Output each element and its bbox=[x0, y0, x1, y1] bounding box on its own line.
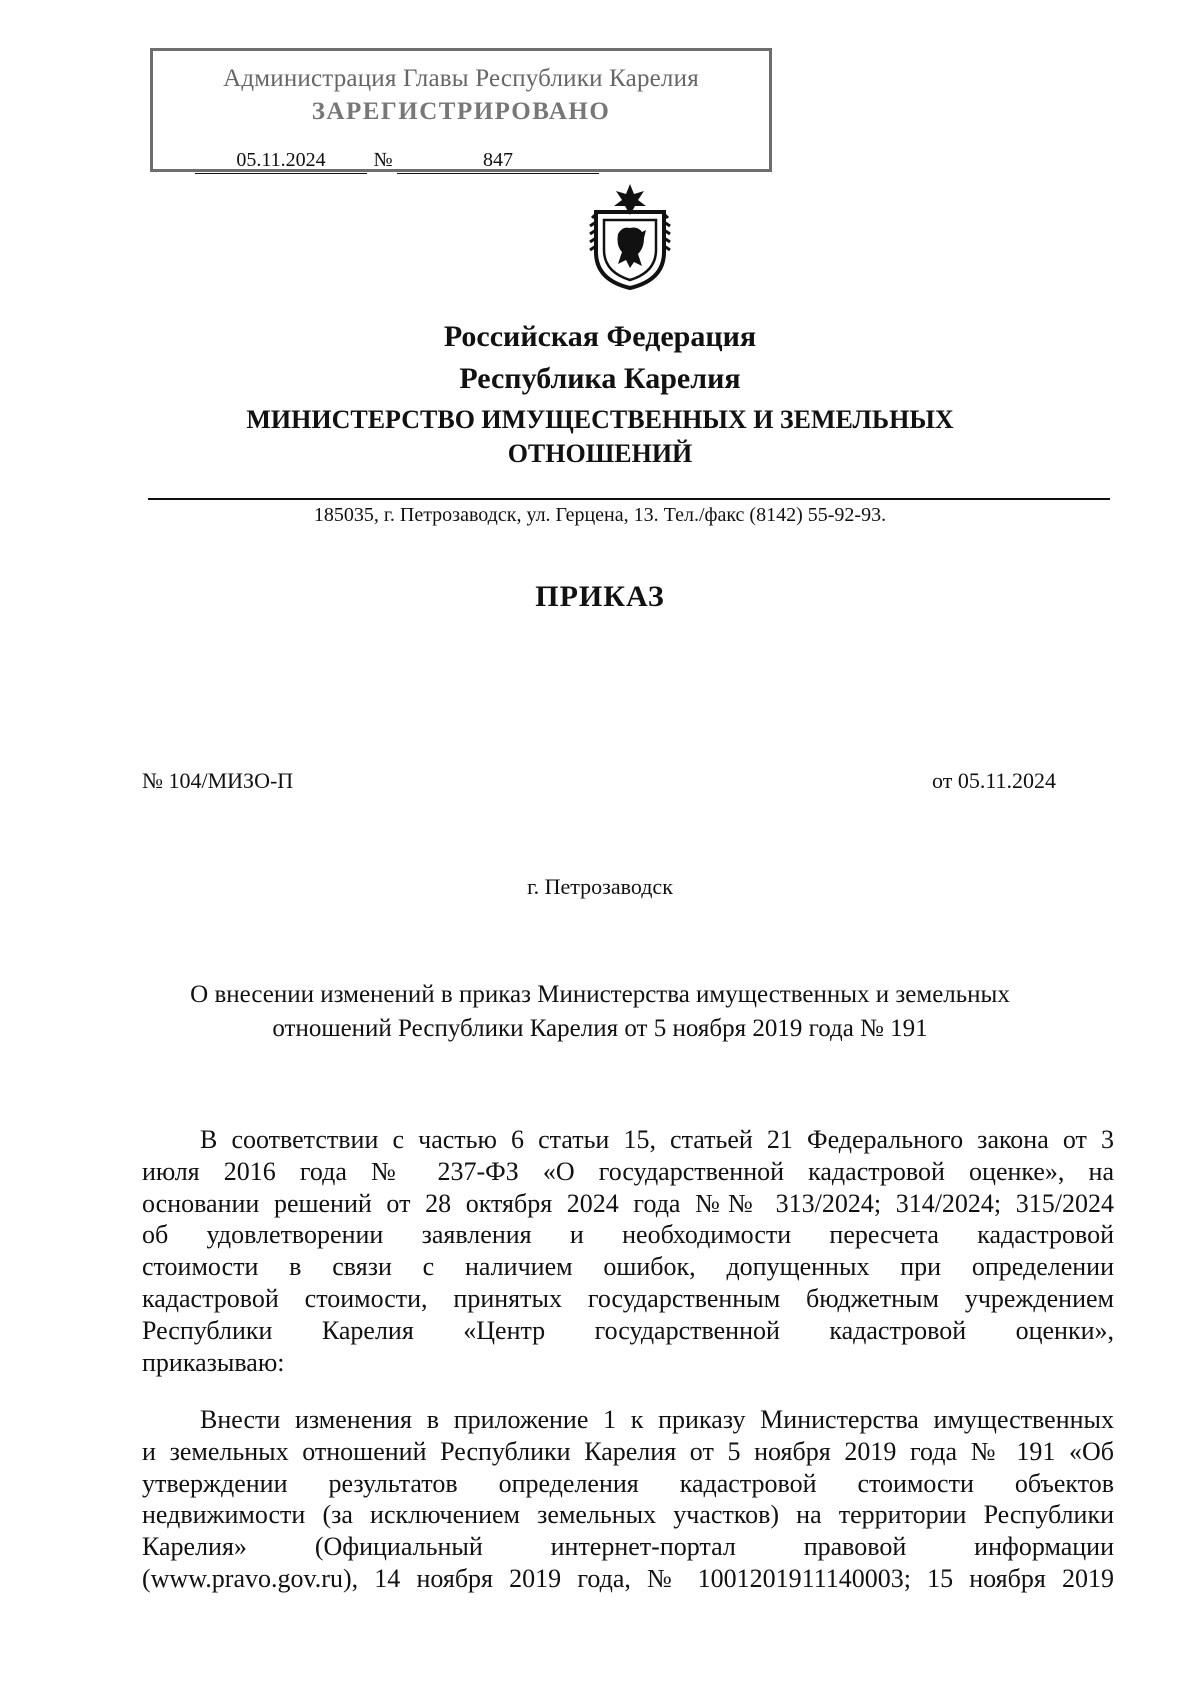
paragraph-line: Карелия» (Официальный интернет-портал правовой информации bbox=[142, 1532, 1114, 1562]
paragraph-line: Республики Карелия «Центр государственной кадастровой оценки», bbox=[142, 1315, 1114, 1345]
registration-stamp bbox=[150, 48, 772, 172]
stamp-date: 05.11.2024 bbox=[195, 147, 367, 174]
header-ministry-line1: МИНИСТЕРСТВО ИМУЩЕСТВЕННЫХ И ЗЕМЕЛЬНЫХ bbox=[246, 405, 954, 434]
paragraph-line: (www.pravo.gov.ru), 14 ноября 2019 года, № 1001201911140003; 15 ноября 2019 bbox=[142, 1563, 1114, 1593]
header-ministry bbox=[0, 403, 1200, 471]
document-number: № 104/МИЗО-П bbox=[142, 768, 294, 793]
stamp-number-label: № bbox=[373, 149, 393, 171]
karelia-coat-of-arms-icon bbox=[588, 182, 672, 290]
subject-line1: О внесении изменений в приказ Министерства имущественных и земельных bbox=[190, 981, 1010, 1008]
body-paragraph-1 bbox=[142, 1124, 1114, 1378]
paragraph-line: кадастровой стоимости, принятых государственным бюджетным учреждением bbox=[142, 1283, 1114, 1313]
header-ministry-line2: ОТНОШЕНИЙ bbox=[507, 439, 693, 468]
document-subject bbox=[150, 978, 1050, 1046]
paragraph-line: и земельных отношений Республики Карелия от 5 ноября 2019 года № 191 «Об bbox=[142, 1436, 1114, 1466]
body-paragraph-2 bbox=[142, 1404, 1114, 1595]
paragraph-line: приказываю: bbox=[142, 1347, 285, 1377]
stamp-registered-label: ЗАРЕГИСТРИРОВАНО bbox=[311, 98, 611, 125]
stamp-number: 847 bbox=[397, 147, 599, 174]
paragraph-line: недвижимости (за исключением земельных участков) на территории Республики bbox=[142, 1500, 1114, 1530]
header-address: 185035, г. Петрозаводск, ул. Герцена, 13. Тел./факс (8142) 55-92-93. bbox=[313, 504, 887, 526]
subject-line2: отношений Республики Карелия от 5 ноября 2019 года № 191 bbox=[272, 1015, 928, 1042]
paragraph-line: стоимости в связи с наличием ошибок, допущенных при определении bbox=[142, 1252, 1114, 1282]
paragraph-line: июля 2016 года № 237-ФЗ «О государственной кадастровой оценке», на bbox=[142, 1156, 1114, 1186]
header-republic: Республика Карелия bbox=[459, 362, 741, 395]
stamp-organization: Администрация Главы Республики Карелия bbox=[223, 65, 699, 92]
document-date: от 05.11.2024 bbox=[932, 768, 1057, 793]
header-country: Российская Федерация bbox=[443, 320, 757, 353]
paragraph-line: утверждении результатов определения кадастровой стоимости объектов bbox=[142, 1468, 1114, 1498]
paragraph-line: основании решений от 28 октября 2024 года №№ 313/2024; 314/2024; 315/2024 bbox=[142, 1188, 1114, 1218]
header-divider bbox=[148, 498, 1110, 500]
paragraph-line: об удовлетворении заявления и необходимости пересчета кадастровой bbox=[142, 1220, 1114, 1250]
paragraph-line: В соответствии с частью 6 статьи 15, статьей 21 Федерального закона от 3 bbox=[200, 1125, 1114, 1154]
document-type-title: ПРИКАЗ bbox=[535, 580, 665, 613]
paragraph-line: Внести изменения в приложение 1 к приказу Министерства имущественных bbox=[200, 1405, 1114, 1434]
document-city: г. Петрозаводск bbox=[527, 874, 673, 899]
